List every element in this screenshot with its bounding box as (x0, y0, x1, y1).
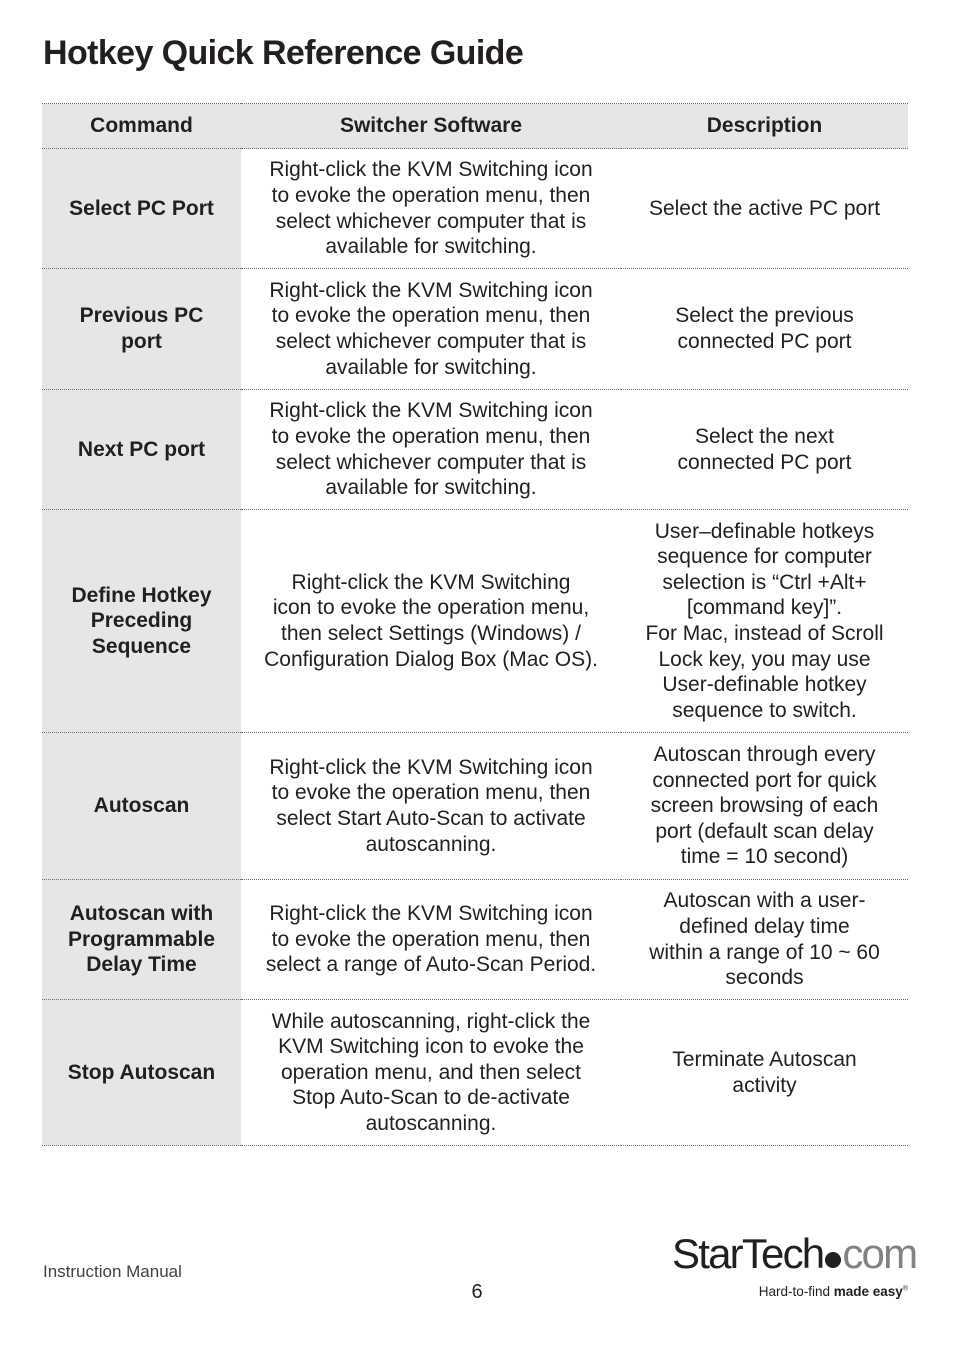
row-switcher-software: Right-click the KVM Switching icon to evoke the operation menu, then select whichever computer that is available for switching. (241, 269, 621, 390)
row-switcher-software: Right-click the KVM Switching icon to evoke the operation menu, then select Settings (Windows) / Configuration Dialog Box (Mac OS). (241, 510, 621, 733)
table-row (42, 149, 908, 269)
row-description: Select the active PC port (621, 149, 908, 269)
table-row (42, 510, 908, 733)
logo-tagline-light: Hard-to-find (758, 1284, 834, 1299)
logo-brand-end: com (842, 1230, 917, 1277)
table-header-row (42, 104, 908, 149)
table-row (42, 733, 908, 880)
row-description: Select the next connected PC port (621, 390, 908, 510)
table-row (42, 269, 908, 390)
row-command: Stop Autoscan (42, 1000, 241, 1146)
logo-tagline (759, 1284, 908, 1299)
row-switcher-software: Right-click the KVM Switching icon to evoke the operation menu, then select a range of Auto-Scan Period. (241, 880, 621, 1000)
row-description: Terminate Autoscan activity (621, 1000, 908, 1146)
column-header-description: Description (621, 104, 908, 149)
row-description: Autoscan through every connected port for quick screen browsing of each port (default scan delay time = 10 second) (621, 733, 908, 880)
table-row (42, 880, 908, 1000)
row-switcher-software: Right-click the KVM Switching icon to evoke the operation menu, then select whichever computer that is available for switching. (241, 390, 621, 510)
row-command: Autoscan with Programmable Delay Time (42, 880, 241, 1000)
table-row (42, 1000, 908, 1146)
row-switcher-software: Right-click the KVM Switching icon to evoke the operation menu, then select Start Auto-Scan to activate autoscanning. (241, 733, 621, 880)
logo-brand-start: StarTech (672, 1230, 824, 1277)
page-title: Hotkey Quick Reference Guide (43, 34, 524, 72)
row-description: User–definable hotkeys sequence for computer selection is “Ctrl +Alt+ [command key]”. For Mac, instead of Scroll Lock key, you may use User-definable hotkey sequence to switch. (621, 510, 908, 733)
registered-mark: ® (902, 1285, 908, 1293)
footer-manual-label: Instruction Manual (43, 1262, 182, 1281)
row-command: Define Hotkey Preceding Sequence (42, 510, 241, 733)
page-number: 6 (471, 1281, 483, 1303)
row-command: Previous PC port (42, 269, 241, 390)
hotkey-reference-table (42, 103, 908, 1146)
startech-logo (672, 1230, 917, 1302)
table-body (42, 149, 908, 1146)
column-header-command: Command (42, 104, 241, 149)
logo-tagline-bold: made easy (833, 1284, 903, 1299)
row-switcher-software: Right-click the KVM Switching icon to evoke the operation menu, then select whichever computer that is available for switching. (241, 149, 621, 269)
row-description: Autoscan with a user- defined delay time within a range of 10 ~ 60 seconds (621, 880, 908, 1000)
column-header-switcher-software: Switcher Software (241, 104, 621, 149)
row-switcher-software: While autoscanning, right-click the KVM Switching icon to evoke the operation menu, and then select Stop Auto-Scan to de-activate autoscanning. (241, 1000, 621, 1146)
row-command: Autoscan (42, 733, 241, 880)
logo-wordmark (672, 1230, 916, 1278)
row-command: Select PC Port (42, 149, 241, 269)
table-row (42, 390, 908, 510)
row-command: Next PC port (42, 390, 241, 510)
logo-dot-icon (825, 1252, 841, 1268)
row-description: Select the previous connected PC port (621, 269, 908, 390)
